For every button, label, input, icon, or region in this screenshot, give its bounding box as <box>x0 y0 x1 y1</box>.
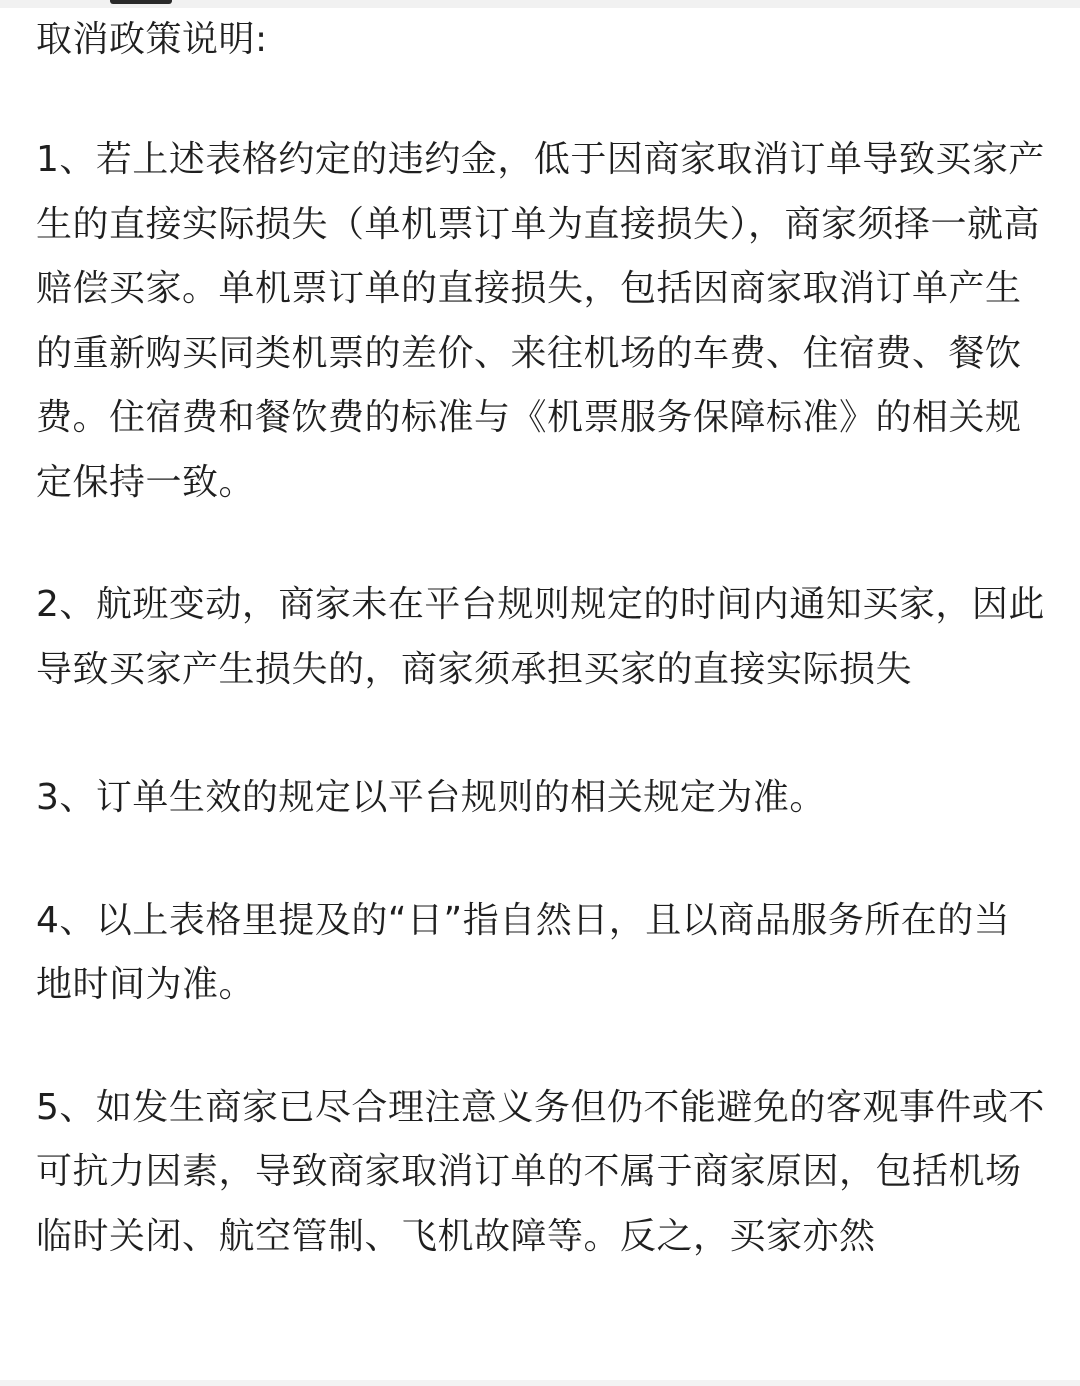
document-title: 取消政策说明: <box>36 19 268 60</box>
policy-paragraph-2: 2、航班变动，商家未在平台规则规定的时间内通知买家，因此导致买家产生损失的，商家须承担买家的直接实际损失 <box>36 584 1045 690</box>
policy-paragraph-4: 4、以上表格里提及的“日”指自然日，且以商品服务所在的当地时间为准。 <box>36 899 1011 1005</box>
policy-paragraph-1: 1、若上述表格约定的违约金，低于因商家取消订单导致买家产生的直接实际损失（单机票订单为直接损失），商家须择一就高赔偿买家。单机票订单的直接损失，包括因商家取消订单产生的重新购买同类机票的差价、来往机场的车费、住宿费、餐饮费。住宿费和餐饮费的标准与《机票服务保障标准》的相关规定保持一致。 <box>36 139 1045 503</box>
policy-paragraph-3: 3、订单生效的规定以平台规则的相关规定为准。 <box>36 777 826 818</box>
policy-paragraph-5: 5、如发生商家已尽合理注意义务但仍不能避免的客观事件或不可抗力因素，导致商家取消订单的不属于商家原因，包括机场临时关闭、航空管制、飞机故障等。反之，买家亦然 <box>36 1086 1045 1257</box>
bottom-edge-strip <box>0 1380 1080 1386</box>
top-tab-indicator <box>110 0 172 4</box>
policy-document <box>36 14 1046 1269</box>
